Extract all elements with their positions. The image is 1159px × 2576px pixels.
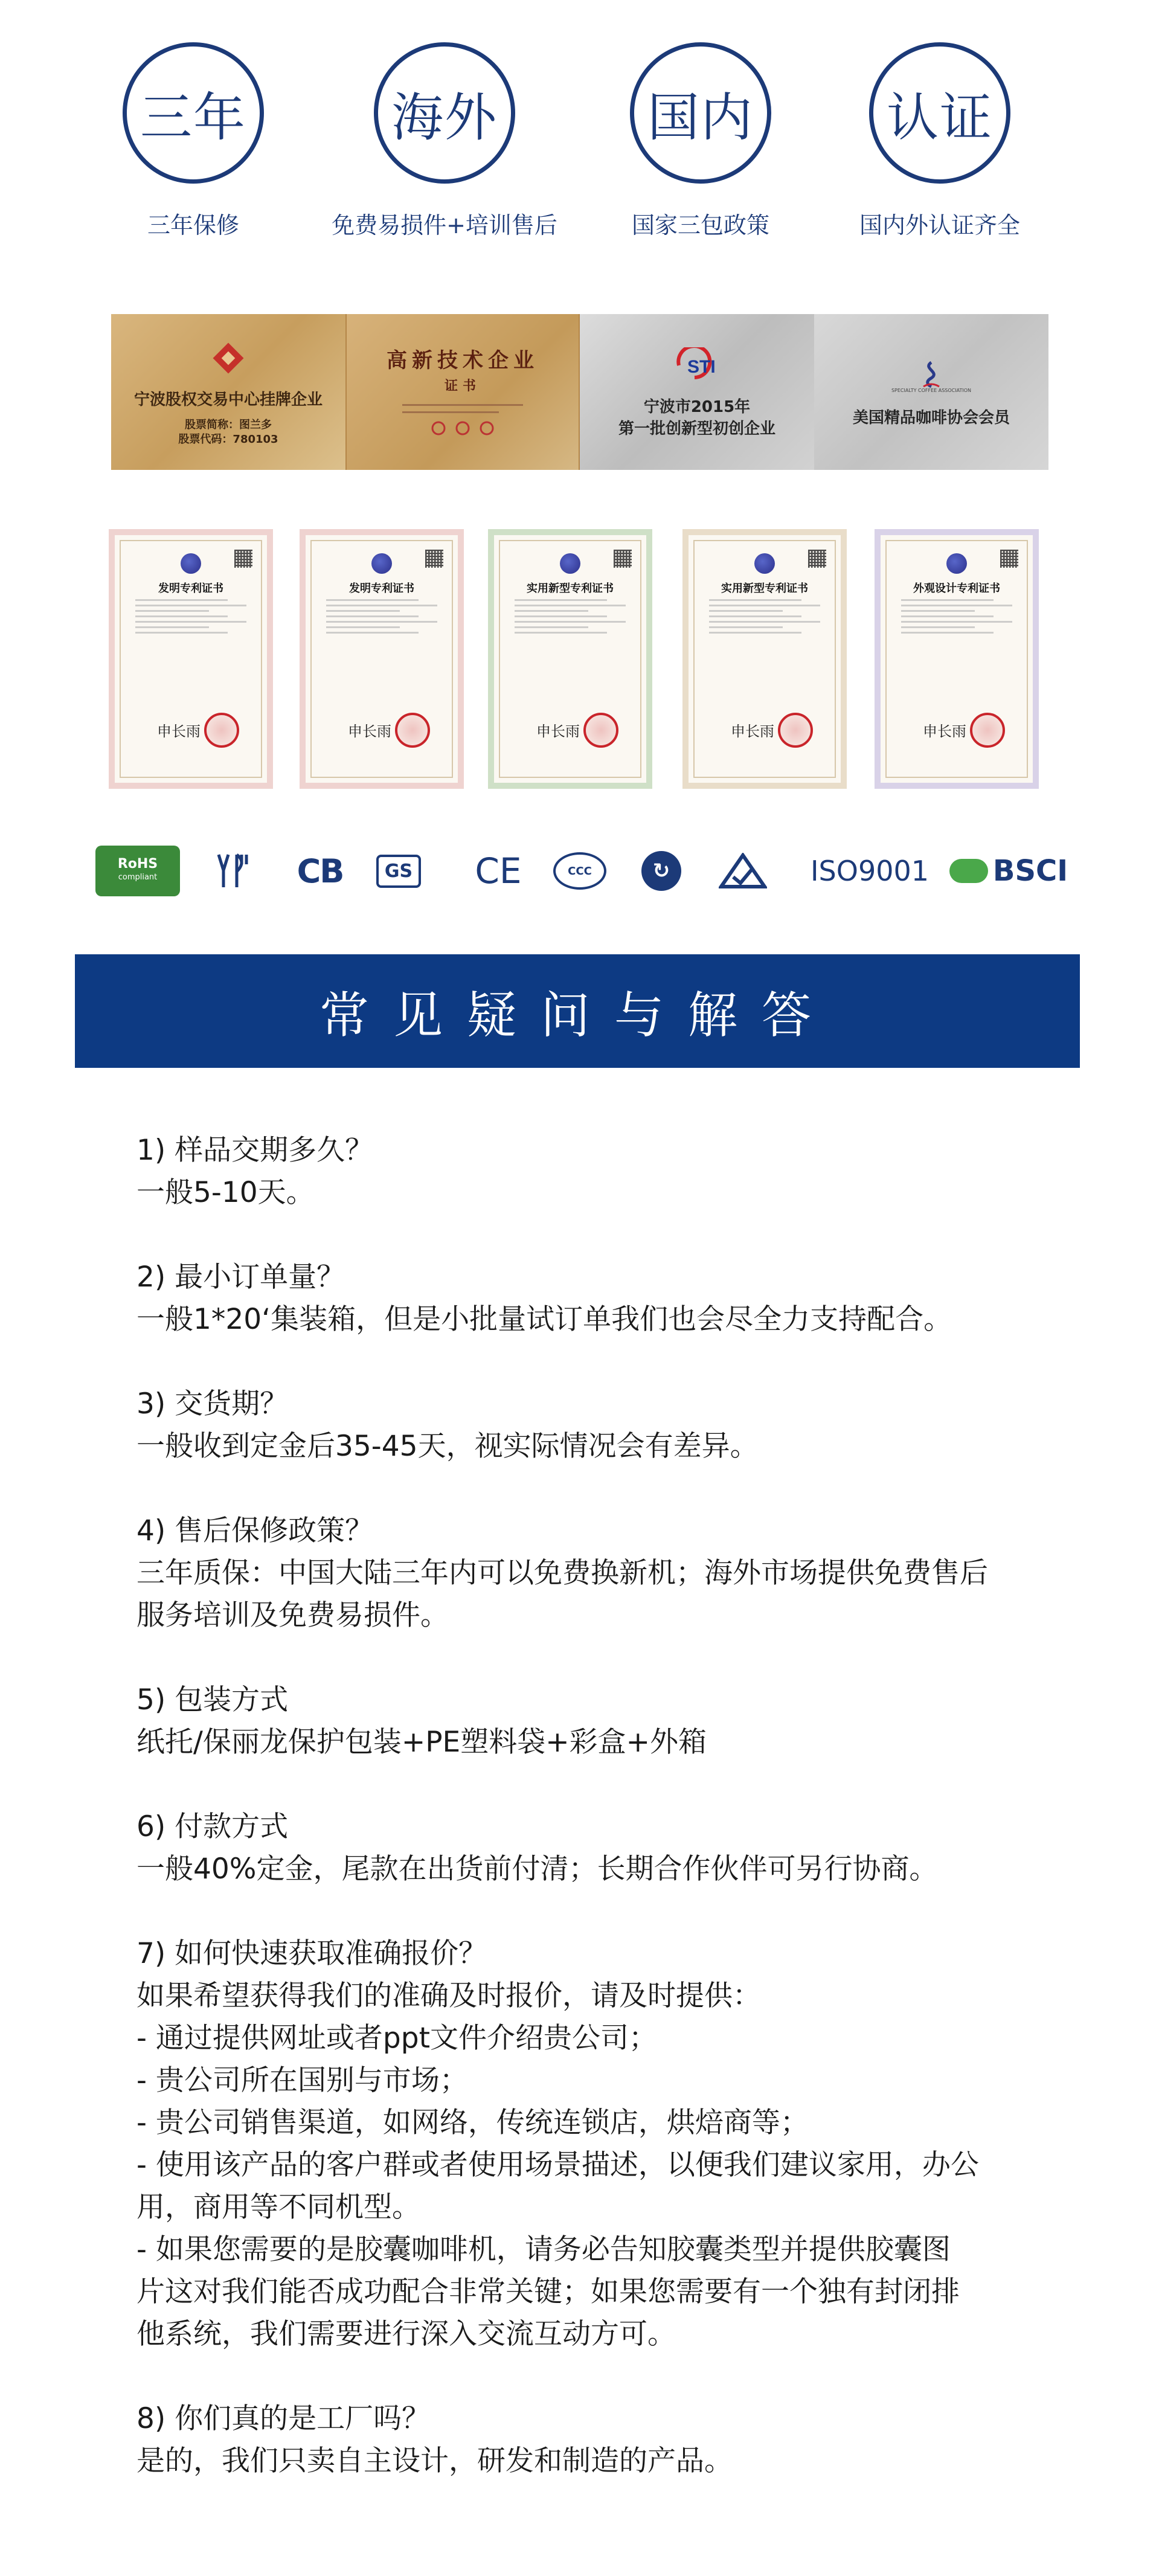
- faq-answer: - 使用该产品的客户群或者使用场景描述，以便我们建议家用，办公: [136, 2148, 979, 2182]
- faq-title-banner: 常见疑问与解答: [75, 954, 1080, 1068]
- faq-answer: 纸托/保丽龙保护包装+PE塑料袋+彩盒+外箱: [136, 1726, 707, 1759]
- certificate-signature: 申长雨: [536, 723, 580, 740]
- ce-logo-icon: CE: [475, 850, 522, 891]
- faq-item: [136, 1256, 1036, 1341]
- faq-list: [136, 1129, 1036, 2525]
- rohs-logo-icon: RoHS compliant: [95, 846, 180, 896]
- faq-answer: 一般1*20‘集装箱，但是小批量试订单我们也会尽全力支持配合。: [136, 1303, 952, 1336]
- plate-equity-exchange: [111, 314, 345, 470]
- faq-item: [136, 1806, 1036, 1890]
- honor-plates: [111, 314, 1050, 470]
- faq-answer: 一般5-10天。: [136, 1176, 315, 1209]
- faq-answer: 用，商用等不同机型。: [136, 2191, 420, 2224]
- faq-item: [136, 2398, 1036, 2482]
- red-seal-icon: [395, 713, 430, 748]
- certificate-title: 实用新型专利证书: [527, 582, 614, 595]
- certificate-signature: 申长雨: [157, 723, 201, 740]
- patent-office-logo-icon: [371, 553, 392, 574]
- certificate-title: 外观设计专利证书: [913, 582, 1000, 595]
- faq-question: 4) 售后保修政策？: [136, 1514, 374, 1547]
- plate-high-tech: [345, 314, 580, 470]
- faq-question: 2) 最小订单量？: [136, 1261, 345, 1294]
- faq-item: [136, 1383, 1036, 1468]
- sca-brand-text: SPECIALTY COFFEE ASSOCIATION: [891, 387, 972, 393]
- plate-text: 股票代码：780103: [178, 433, 278, 446]
- ccc-logo-icon: CCC: [550, 846, 610, 896]
- red-seal-icon: [970, 713, 1005, 748]
- faq-answer: 三年质保：中国大陆三年内可以免费换新机；海外市场提供免费售后: [136, 1556, 988, 1590]
- faq-item: [136, 1679, 1036, 1764]
- faq-answer: - 贵公司所在国别与市场；: [136, 2064, 468, 2097]
- qr-code-icon: [425, 550, 443, 568]
- faq-answer: 是的，我们只卖自主设计，研发和制造的产品。: [136, 2444, 733, 2478]
- badge-warranty: [79, 42, 308, 240]
- faq-answer: - 通过提供网址或者ppt文件介绍贵公司；: [136, 2022, 657, 2055]
- plate-text: 股票简称：图兰多: [185, 419, 272, 431]
- certificate-title: 发明专利证书: [349, 582, 414, 595]
- certificate-title: 实用新型专利证书: [721, 582, 808, 595]
- faq-answer: 服务培训及免费易损件。: [136, 1599, 449, 1632]
- badge-circle: 认证: [869, 42, 1010, 184]
- sca-logo-icon: [889, 355, 974, 397]
- faq-question: 1) 样品交期多久？: [136, 1134, 374, 1167]
- gs-logo-icon: GS: [374, 846, 423, 896]
- badge-domestic: [586, 42, 815, 240]
- plate-text: 宁波市2015年: [643, 398, 751, 416]
- faq-answer: 他系统，我们需要进行深入交流互动方可。: [136, 2317, 676, 2351]
- faq-answer: 片这对我们能否成功配合非常关键；如果您需要有一个独有封闭排: [136, 2275, 960, 2308]
- plate-text: 美国精品咖啡协会会员: [852, 409, 1010, 427]
- faq-question: 6) 付款方式: [136, 1810, 289, 1843]
- plate-sca: [814, 314, 1048, 470]
- plate-title: 高新技术企业: [387, 348, 539, 373]
- certificate: [488, 529, 652, 789]
- iso9001-logo-icon: ISO9001: [810, 855, 929, 887]
- certificate: [682, 529, 847, 789]
- badge-circle: 三年: [123, 42, 264, 184]
- faq-item: [136, 1933, 1036, 2356]
- faq-answer: - 如果您需要的是胶囊咖啡机，请务必告知胶囊类型并提供胶囊图: [136, 2233, 951, 2266]
- certificate-signature: 申长雨: [923, 723, 966, 740]
- plate-text: 宁波股权交易中心挂牌企业: [133, 391, 323, 409]
- qr-code-icon: [808, 550, 826, 568]
- faq-answer: 一般40%定金，尾款在出货前付清；长期合作伙伴可另行协商。: [136, 1852, 938, 1886]
- patent-office-logo-icon: [754, 553, 775, 574]
- faq-question: 5) 包装方式: [136, 1683, 289, 1717]
- red-seal-icon: [204, 713, 239, 748]
- red-seal-icon: [583, 713, 618, 748]
- faq-answer: - 贵公司销售渠道，如网络，传统连锁店，烘焙商等；: [136, 2106, 809, 2139]
- qr-code-icon: [614, 550, 632, 568]
- faq-item: [136, 1129, 1036, 1214]
- faq-question: 3) 交货期？: [136, 1387, 289, 1421]
- certificate-title: 发明专利证书: [158, 582, 223, 595]
- badge-circle: 海外: [374, 42, 515, 184]
- certificate: [300, 529, 464, 789]
- faq-question: 8) 你们真的是工厂吗？: [136, 2402, 431, 2435]
- badge-circle: 国内: [630, 42, 771, 184]
- plate-sti: [580, 314, 814, 470]
- certificate: [875, 529, 1039, 789]
- badge-caption: 免费易损件+培训售后: [332, 212, 557, 239]
- faq-item: [136, 1510, 1036, 1637]
- faq-answer: 一般收到定金后35-45天，视实际情况会有差异。: [136, 1430, 759, 1463]
- patent-office-logo-icon: [560, 553, 580, 574]
- bsci-logo-icon: BSCI: [948, 846, 1069, 896]
- badge-caption: 国家三包政策: [631, 212, 769, 239]
- faq-question: 7) 如何快速获取准确报价？: [136, 1937, 487, 1970]
- patent-office-logo-icon: [181, 553, 201, 574]
- sti-logo-icon: [661, 344, 733, 387]
- plate-subtitle: 证书: [444, 379, 481, 394]
- patent-certificates: [109, 529, 1051, 789]
- badge-caption: 国内外认证齐全: [859, 212, 1020, 239]
- diamond-logo-icon: [207, 337, 249, 379]
- qr-code-icon: [234, 550, 252, 568]
- badge-overseas: [330, 42, 559, 240]
- plate-fields-decoration: [390, 400, 535, 440]
- certificate-signature: 申长雨: [731, 723, 774, 740]
- qr-code-icon: [1000, 550, 1018, 568]
- patent-office-logo-icon: [946, 553, 967, 574]
- recycle-logo-icon: ↻: [634, 846, 689, 896]
- certification-logos: [91, 846, 1069, 906]
- svg-text:STI: STI: [687, 357, 716, 377]
- certificate: [109, 529, 273, 789]
- badge-certification: [825, 42, 1055, 240]
- service-badges: [0, 42, 1159, 242]
- rcm-logo-icon: [713, 846, 773, 896]
- cb-logo-icon: CB: [297, 852, 344, 890]
- red-seal-icon: [778, 713, 813, 748]
- certificate-signature: 申长雨: [348, 723, 391, 740]
- food-safe-icon: [209, 846, 257, 896]
- plate-text: 第一批创新型初创企业: [618, 420, 775, 438]
- faq-answer: 如果希望获得我们的准确及时报价，请及时提供：: [136, 1979, 761, 2012]
- badge-caption: 三年保修: [147, 212, 239, 239]
